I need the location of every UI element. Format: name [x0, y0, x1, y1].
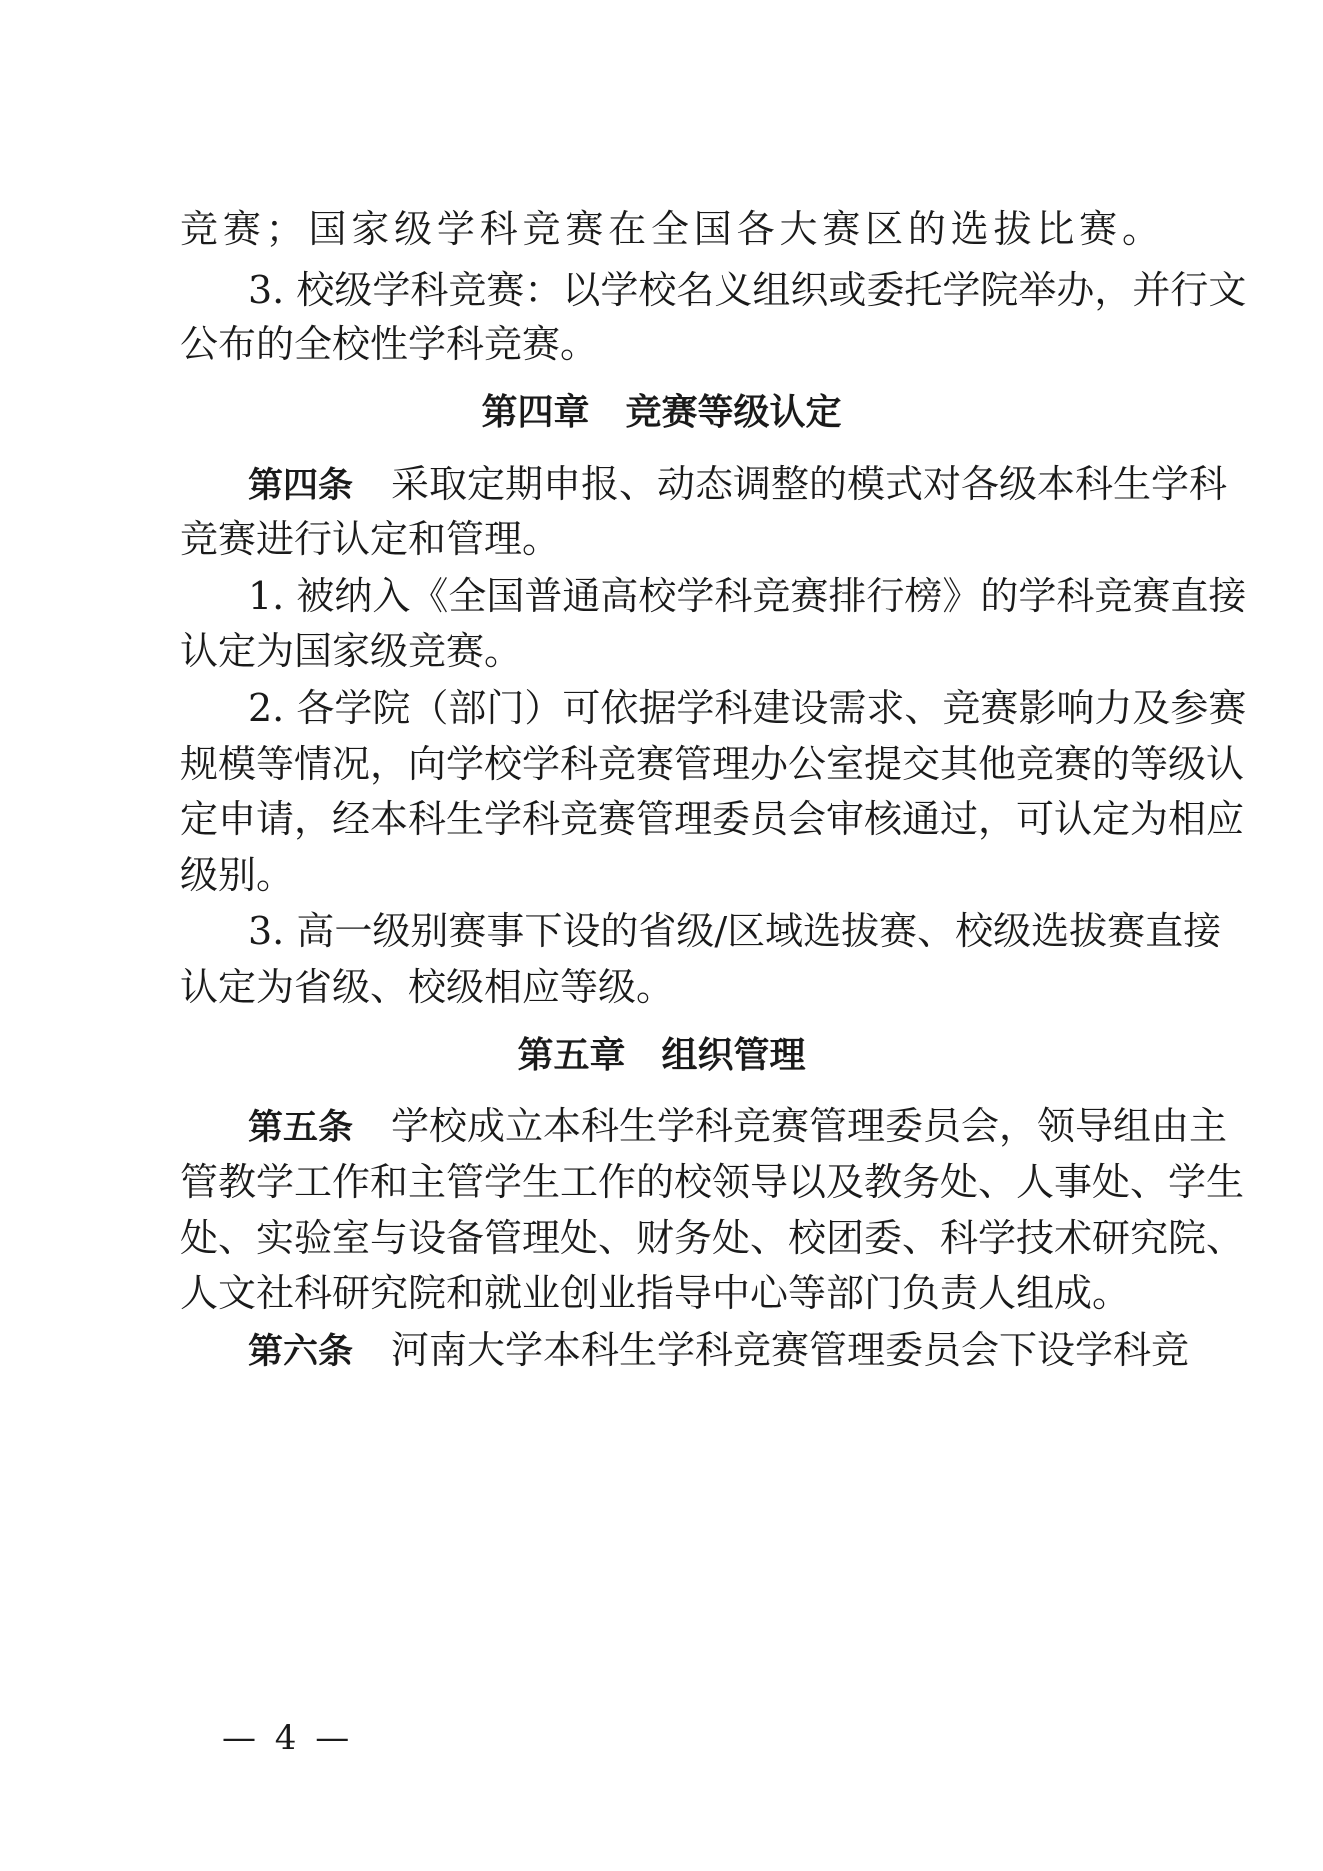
article-label: 第四条: [248, 466, 354, 506]
paragraph-line: 认定为国家级竞赛。: [180, 629, 523, 673]
paragraph-line: 3. 校级学科竞赛：以学校名义组织或委托学院举办，并行文: [248, 268, 1247, 312]
article-label: 第六条: [248, 1332, 354, 1372]
article-text: 河南大学本科生学科竞赛管理委员会下设学科竞: [391, 1328, 1190, 1372]
paragraph-line: 级别。: [180, 853, 295, 897]
chapter-title: 组织管理: [661, 1035, 806, 1076]
paragraph-line: 管教学工作和主管学生工作的校领导以及教务处、人事处、学生: [180, 1160, 1245, 1204]
article-line: [248, 1326, 1190, 1374]
paragraph-line: 定申请，经本科生学科竞赛管理委员会审核通过，可认定为相应: [180, 797, 1245, 841]
paragraph-line: 3. 高一级别赛事下设的省级/区域选拔赛、校级选拔赛直接: [248, 909, 1222, 953]
paragraph-line: 公布的全校性学科竞赛。: [180, 322, 599, 366]
page-number: — 4 —: [222, 1718, 354, 1758]
chapter-number: 第五章: [517, 1035, 626, 1076]
paragraph-line: 规模等情况，向学校学科竞赛管理办公室提交其他竞赛的等级认: [180, 742, 1245, 786]
paragraph-line: 2. 各学院（部门）可依据学科建设需求、竞赛影响力及参赛: [248, 686, 1247, 730]
chapter-heading: [0, 389, 1323, 437]
article-text: 学校成立本科生学科竞赛管理委员会，领导组由主: [391, 1104, 1228, 1148]
article-line: [248, 1102, 1228, 1150]
article-label: 第五条: [248, 1108, 354, 1148]
chapter-title: 竞赛等级认定: [625, 392, 842, 433]
paragraph-line: 竞赛进行认定和管理。: [180, 517, 561, 561]
paragraph-line: 处、实验室与设备管理处、财务处、校团委、科学技术研究院、: [180, 1216, 1245, 1260]
paragraph-line: 竞赛；国家级学科竞赛在全国各大赛区的选拔比赛。: [180, 207, 1160, 251]
paragraph-line: 1. 被纳入《全国普通高校学科竞赛排行榜》的学科竞赛直接: [248, 574, 1247, 618]
paragraph-line: 人文社科研究院和就业创业指导中心等部门负责人组成。: [180, 1271, 1131, 1315]
chapter-number: 第四章: [481, 392, 590, 433]
paragraph-line: 认定为省级、校级相应等级。: [180, 965, 675, 1009]
chapter-heading: [0, 1032, 1323, 1080]
article-text: 采取定期申报、动态调整的模式对各级本科生学科: [391, 462, 1228, 506]
article-line: [248, 460, 1228, 508]
